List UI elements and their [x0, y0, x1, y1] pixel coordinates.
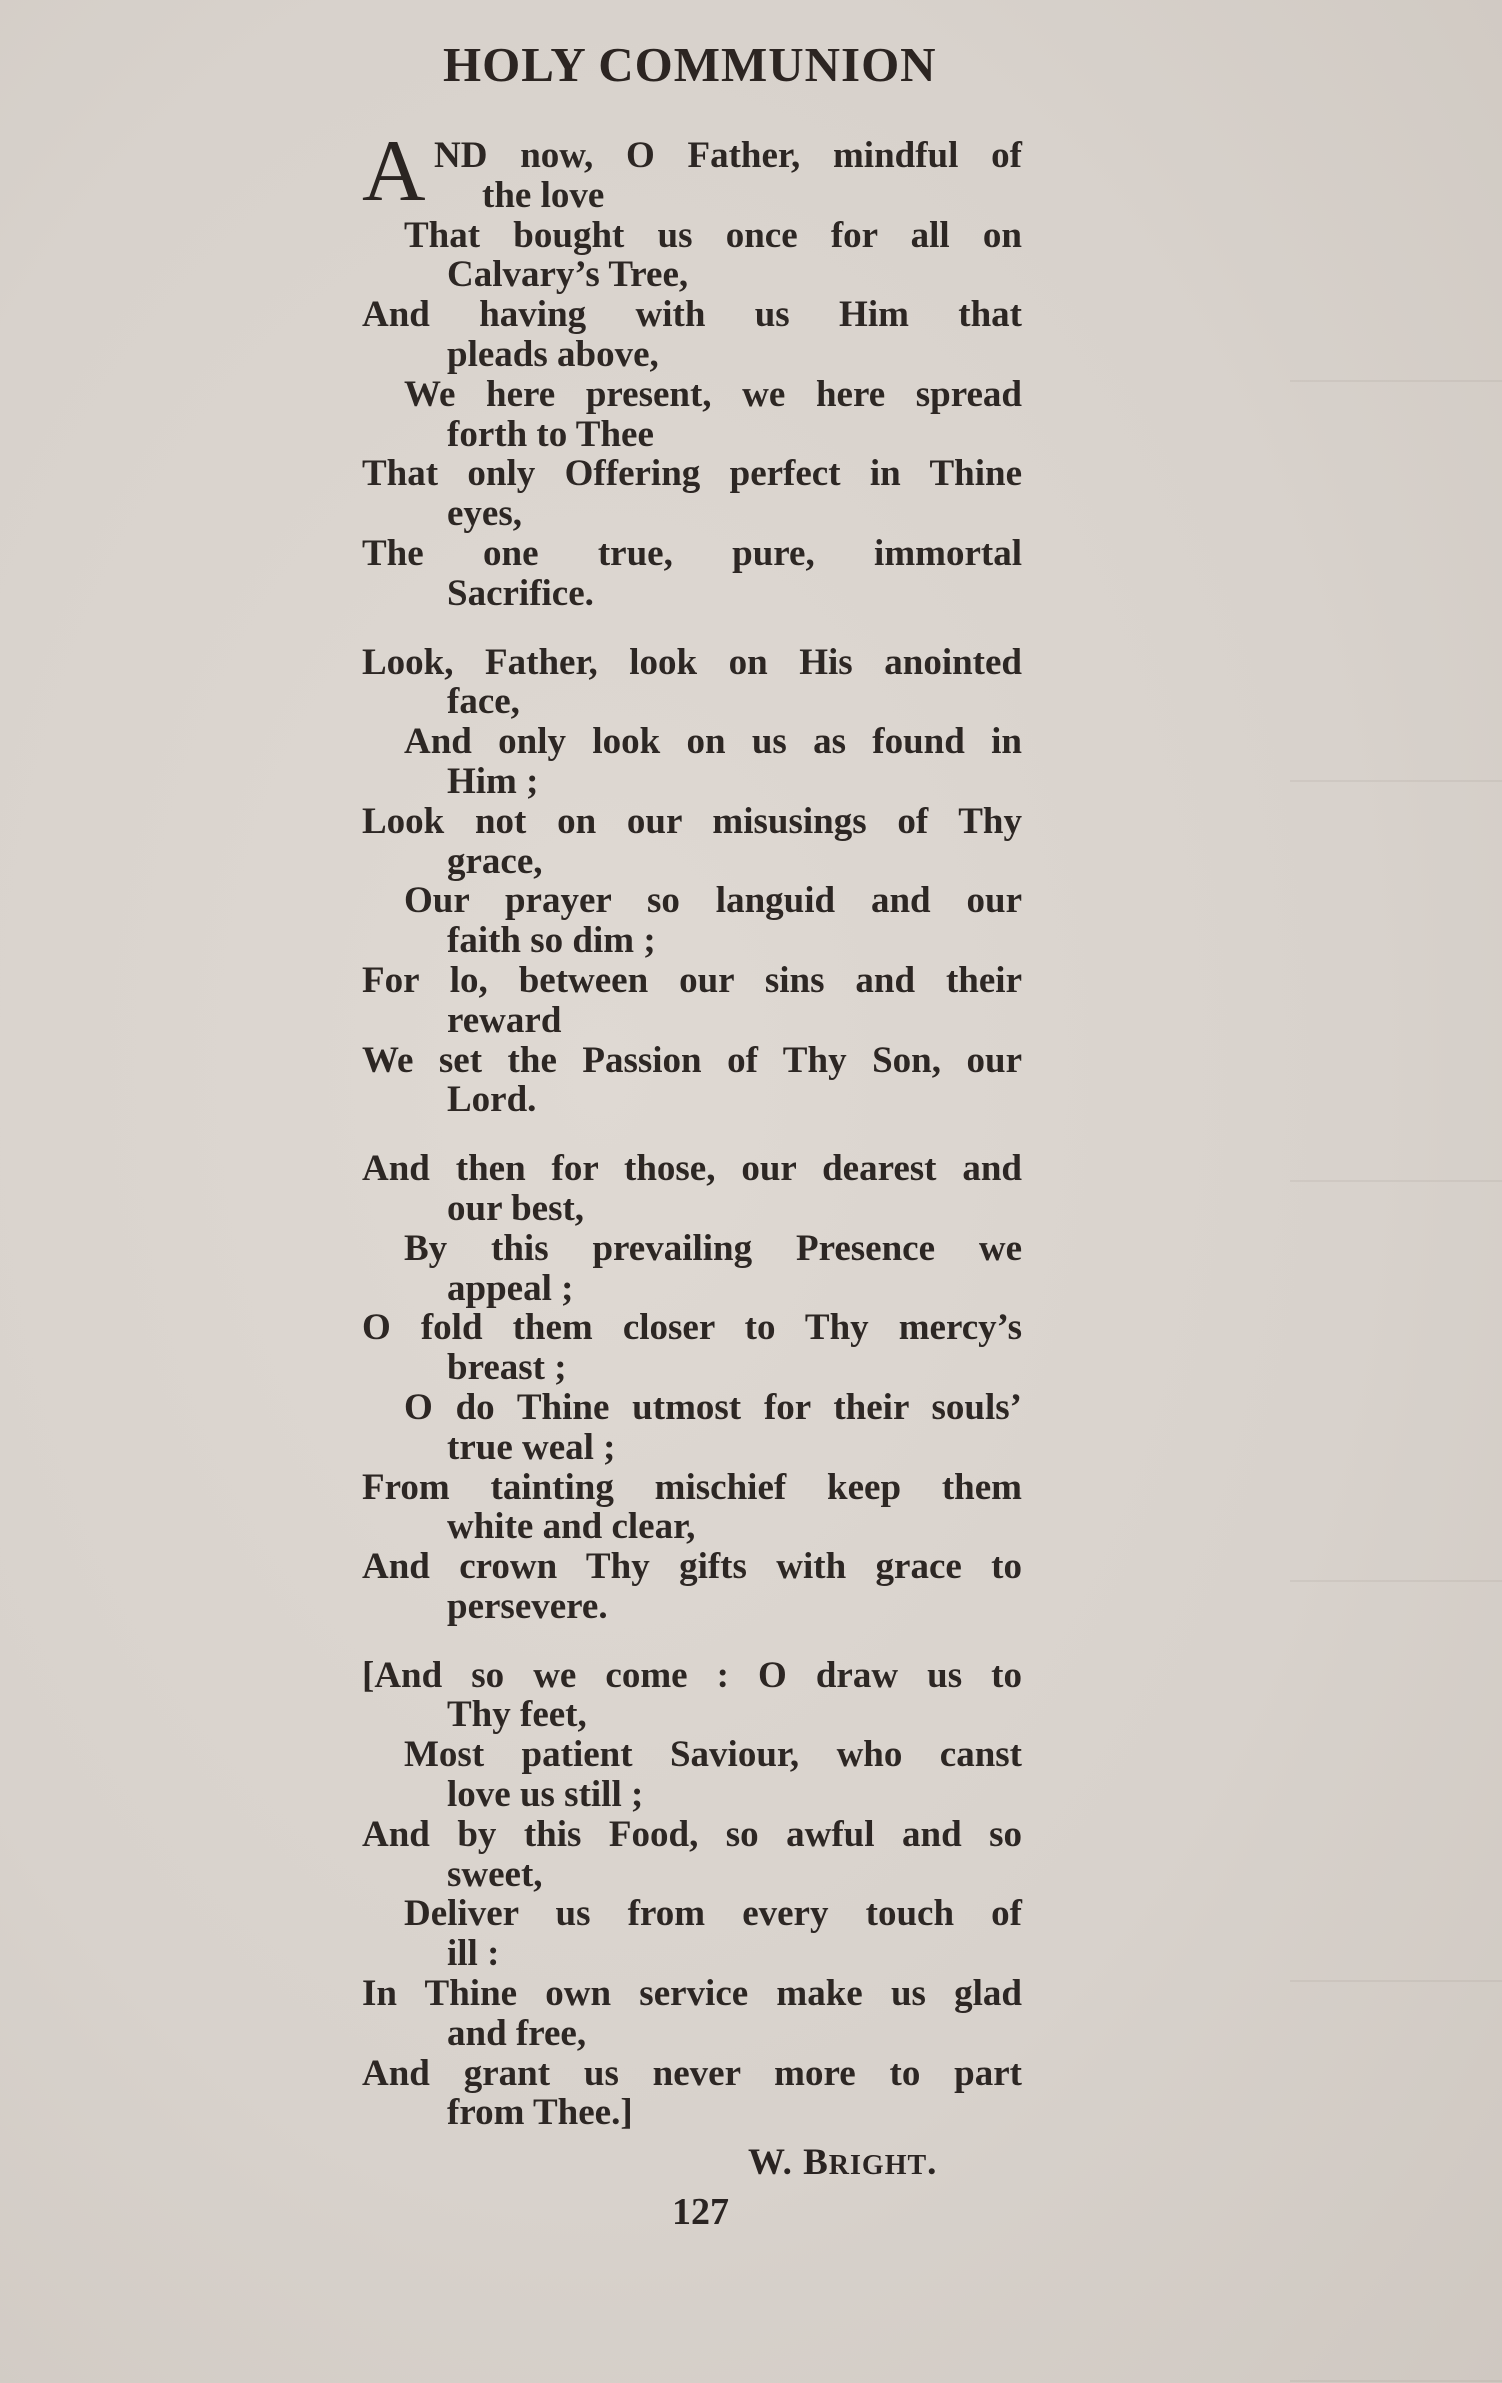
bleed-through-shadow — [1290, 0, 1502, 2383]
verse-line: face, — [447, 681, 520, 723]
verse-line: faith so dim ; — [447, 920, 656, 962]
verse-line: The one true, pure, immortal — [362, 532, 1022, 574]
verse-line: pleads above, — [447, 333, 659, 375]
verse-line: Look, Father, look on His anointed — [362, 641, 1022, 683]
verse-line: eyes, — [447, 493, 522, 535]
verse-line: For lo, between our sins and their — [362, 959, 1022, 1001]
verse-line: And then for those, our dearest and — [362, 1148, 1022, 1190]
verse-line: That bought us once for all on — [404, 214, 1022, 256]
verse-line: We here present, we here spread — [404, 373, 1022, 415]
verse-line: Him ; — [447, 760, 539, 802]
verse-line: Deliver us from every touch of — [404, 1893, 1022, 1935]
stanza — [362, 1149, 1022, 1627]
verse-line: forth to Thee — [447, 413, 654, 455]
stanza — [362, 1656, 1022, 2134]
verse-line: our best, — [447, 1187, 585, 1229]
verse-line: And only look on us as found in — [404, 721, 1022, 763]
verse-line: By this prevailing Presence we — [404, 1227, 1022, 1269]
verse-line: and free, — [447, 2012, 587, 2054]
drop-cap: A — [362, 123, 426, 220]
verse-line: reward — [447, 999, 562, 1041]
author-signature: W. BRIGHT. — [748, 2142, 938, 2183]
verse-line: And by this Food, so awful and so — [362, 1813, 1022, 1855]
verse-line: grace, — [447, 840, 543, 882]
verse-line: breast ; — [447, 1347, 567, 1389]
verse-line: love us still ; — [447, 1774, 644, 1816]
verse-line: We set the Passion of Thy Son, our — [362, 1039, 1022, 1081]
verse-line: In Thine own service make us glad — [362, 1973, 1022, 2015]
verse-line: ill : — [447, 1933, 500, 1975]
verse-line: O fold them closer to Thy mercy’s — [362, 1307, 1022, 1349]
stanza — [362, 176, 1022, 614]
verse-line: sweet, — [447, 1853, 543, 1895]
verse-line: appeal ; — [447, 1267, 574, 1309]
verse-line: Look not on our misusings of Thy — [362, 800, 1022, 842]
first-line-text: ND now, O Father, mindful of — [434, 135, 1022, 176]
verse-line: Our prayer so languid and our — [404, 880, 1022, 922]
verse-line: And grant us never more to part — [362, 2052, 1022, 2094]
verse-line: Lord. — [447, 1079, 537, 1121]
verse-line: from Thee.] — [447, 2092, 633, 2134]
verse-line: true weal ; — [447, 1426, 616, 1468]
verse-line: O do Thine utmost for their souls’ — [404, 1386, 1022, 1428]
verse-line: white and clear, — [447, 1506, 696, 1548]
page-title: HOLY COMMUNION — [443, 37, 937, 92]
verse-line: Thy feet, — [447, 1694, 587, 1736]
verse-line: [And so we come : O draw us to — [362, 1654, 1022, 1696]
verse-line: Most patient Saviour, who canst — [404, 1734, 1022, 1776]
verse-line: From tainting mischief keep them — [362, 1466, 1022, 1508]
stanza — [362, 643, 1022, 1121]
page-number: 127 — [672, 2191, 729, 2233]
verse-line: persevere. — [447, 1585, 608, 1627]
hymn-text — [362, 123, 1022, 2162]
verse-line: And having with us Him that — [362, 294, 1022, 336]
verse-line: Sacrifice. — [447, 572, 594, 614]
verse-line: Calvary’s Tree, — [447, 254, 689, 296]
verse-line: And crown Thy gifts with grace to — [362, 1546, 1022, 1588]
verse-line: That only Offering perfect in Thine — [362, 453, 1022, 495]
verse-line: the love — [482, 174, 605, 216]
